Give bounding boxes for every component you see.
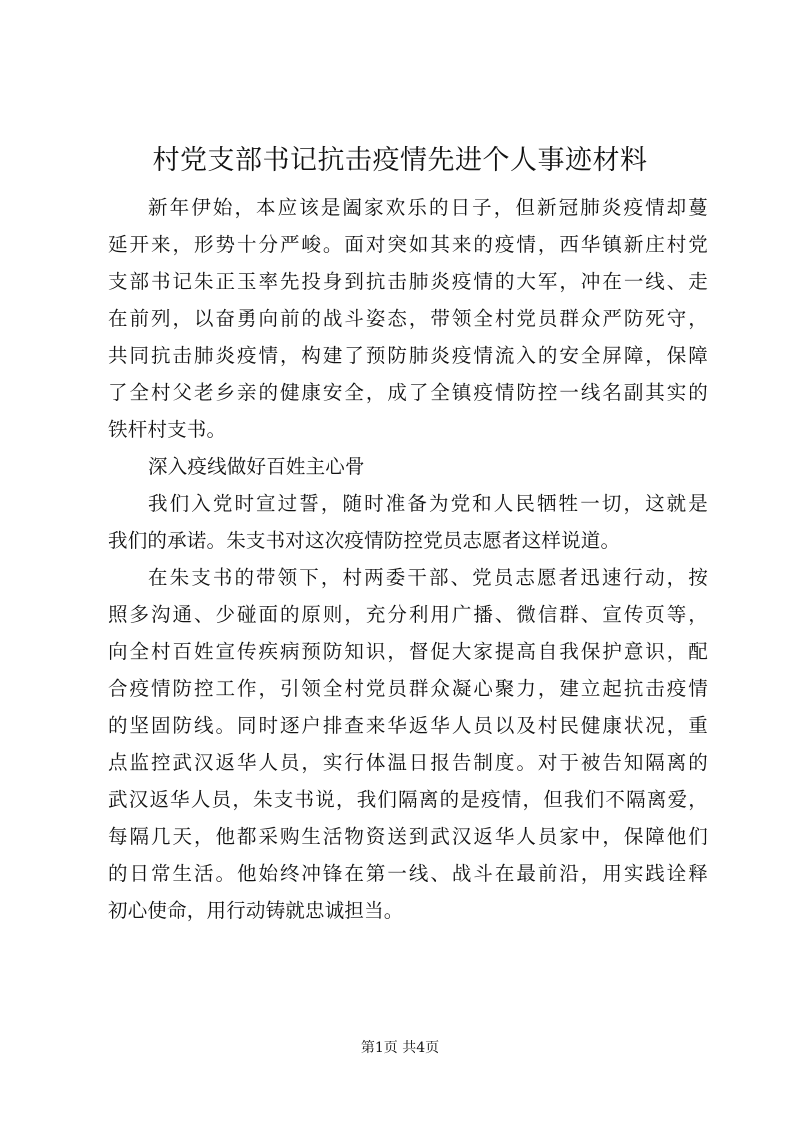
paragraph-line: 合疫情防控工作，引领全村党员群众凝心聚力，建立起抗击疫情 [108,677,708,700]
paragraph-line: 点监控武汉返华人员，实行体温日报告制度。对于被告知隔离的 [108,751,708,774]
paragraph-line: 共同抗击肺炎疫情，构建了预防肺炎疫情流入的安全屏障，保障 [108,344,708,367]
page-footer [0,1038,800,1058]
paragraph-line: 武汉返华人员，朱支书说，我们隔离的是疫情，但我们不隔离爱， [108,788,708,811]
paragraph-line: 在朱支书的带领下，村两委干部、党员志愿者迅速行动，按 [148,566,708,589]
paragraph-intro [108,189,708,448]
paragraph-line: 支部书记朱正玉率先投身到抗击肺炎疫情的大军，冲在一线、走 [108,270,708,293]
paragraph-line: 在前列，以奋勇向前的战斗姿态，带领全村党员群众严防死守， [108,307,708,330]
paragraph-line: 延开来，形势十分严峻。面对突如其来的疫情，西华镇新庄村党 [108,233,708,256]
paragraph-line: 每隔几天，他都采购生活物资送到武汉返华人员家中，保障他们 [108,825,708,848]
document-body [108,189,708,929]
paragraph-oath [108,485,708,559]
paragraph-line: 了全村父老乡亲的健康安全，成了全镇疫情防控一线名副其实的 [108,381,708,404]
paragraph-line: 新年伊始，本应该是阖家欢乐的日子，但新冠肺炎疫情却蔓 [148,196,708,219]
document-title: 村党支部书记抗击疫情先进个人事迹材料 [152,145,648,176]
section-heading-text: 深入疫线做好百姓主心骨 [148,455,365,478]
page-indicator: 第1页 共4页 [360,1040,440,1056]
paragraph-line: 铁杆村支书。 [108,418,227,441]
paragraph-line: 照多沟通、少碰面的原则，充分利用广播、微信群、宣传页等， [108,603,708,626]
paragraph-line: 的日常生活。他始终冲锋在第一线、战斗在最前沿，用实践诠释 [108,862,708,885]
paragraph-line: 初心使命，用行动铸就忠诚担当。 [108,899,404,922]
paragraph-line: 我们的承诺。朱支书对这次疫情防控党员志愿者这样说道。 [108,529,621,552]
paragraph-line: 我们入党时宣过誓，随时准备为党和人民牺牲一切，这就是 [148,492,708,515]
section-heading [108,448,708,485]
paragraph-line: 的坚固防线。同时逐户排查来华返华人员以及村民健康状况，重 [108,714,708,737]
paragraph-line: 向全村百姓宣传疾病预防知识，督促大家提高自我保护意识，配 [108,640,708,663]
paragraph-actions [108,559,708,929]
